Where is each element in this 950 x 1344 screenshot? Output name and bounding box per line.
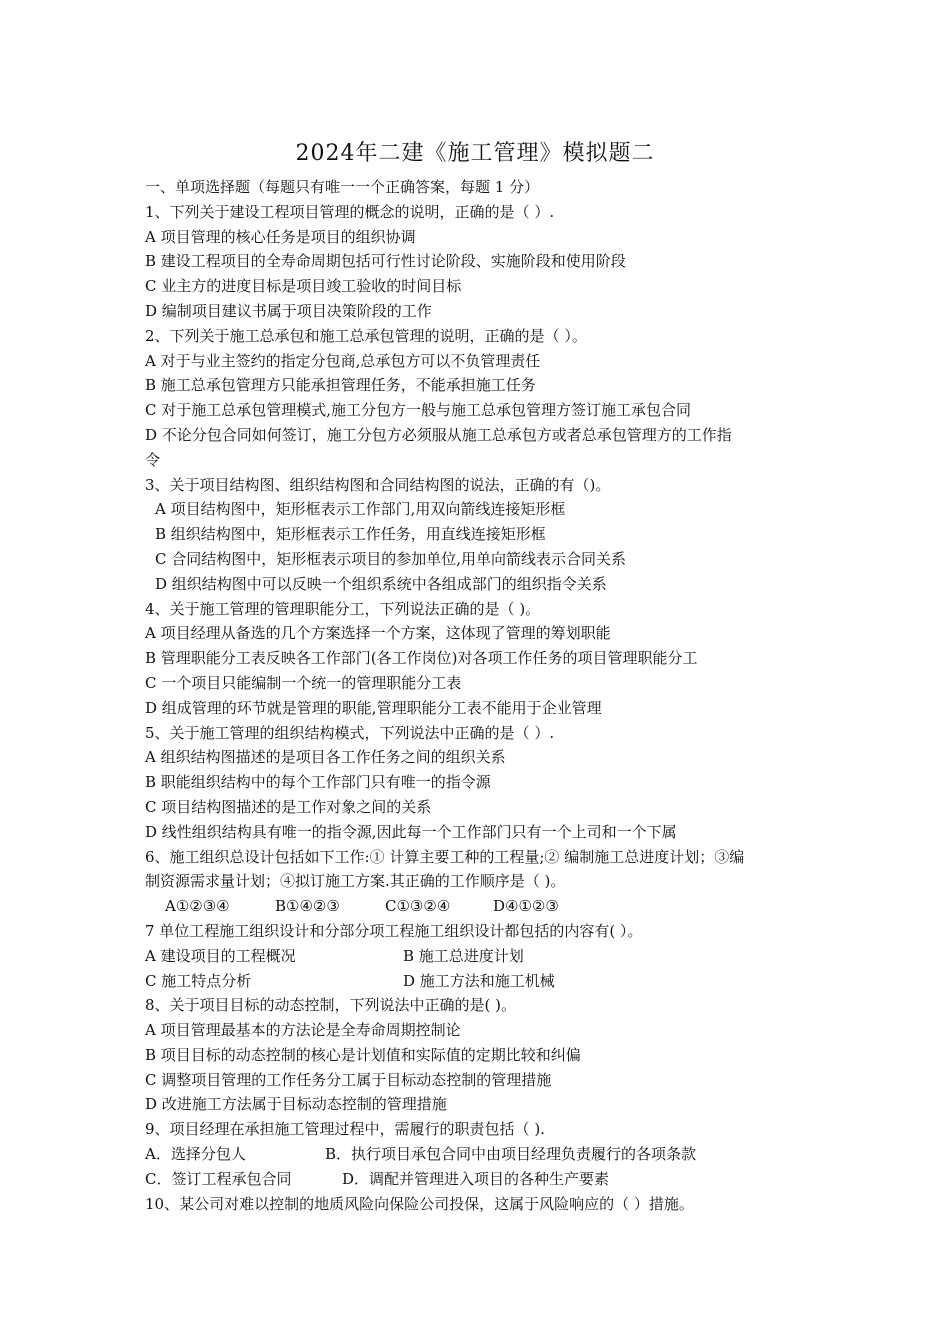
question-4-option-c: C 一个项目只能编制一个统一的管理职能分工表 bbox=[145, 673, 462, 692]
question-2-option-b: B 施工总承包管理方只能承担管理任务，不能承担施工任务 bbox=[145, 376, 536, 395]
question-8-option-d: D 改进施工方法属于目标动态控制的管理措施 bbox=[145, 1095, 447, 1114]
question-6-stem: 6、施工组织总设计包括如下工作:① 计算主要工种的工程量;② 编制施工总进度计划；③编 bbox=[145, 847, 745, 866]
question-5-option-c: C 项目结构图描述的是工作对象之间的关系 bbox=[145, 797, 432, 816]
question-8-option-c: C 调整项目管理的工作任务分工属于目标动态控制的管理措施 bbox=[145, 1070, 552, 1089]
question-8-option-a: A 项目管理最基本的方法论是全寿命周期控制论 bbox=[145, 1021, 461, 1040]
question-3-option-c: C 合同结构图中，矩形框表示项目的参加单位,用单向箭线表示合同关系 bbox=[155, 549, 627, 568]
question-7-options-row-2 bbox=[145, 969, 825, 994]
question-list bbox=[145, 175, 825, 1216]
question-5-option-d: D 线性组织结构具有唯一的指令源,因此每一个工作部门只有一个上司和一个下属 bbox=[145, 822, 677, 841]
question-4-option-d: D 组成管理的环节就是管理的职能,管理职能分工表不能用于企业管理 bbox=[145, 698, 602, 717]
question-6-option-a: A①②③④ bbox=[165, 897, 230, 916]
page-title: 2024年二建《施工管理》模拟题二 bbox=[295, 141, 655, 166]
question-9-options-row-2 bbox=[145, 1167, 825, 1192]
question-1-option-d: D 编制项目建议书属于项目决策阶段的工作 bbox=[145, 301, 432, 320]
question-6-options bbox=[145, 894, 825, 919]
question-3-option-b: B 组织结构图中，矩形框表示工作任务，用直线连接矩形框 bbox=[155, 525, 546, 544]
question-4-option-b: B 管理职能分工表反映各工作部门(各工作岗位)对各项工作任务的项目管理职能分工 bbox=[145, 649, 698, 668]
question-1-option-a: A 项目管理的核心任务是项目的组织协调 bbox=[145, 227, 416, 246]
question-5-stem: 5、关于施工管理的组织结构模式，下列说法中正确的是（ ）. bbox=[145, 723, 555, 742]
question-4-stem: 4、关于施工管理的管理职能分工，下列说法正确的是（ )。 bbox=[145, 599, 541, 618]
question-5-option-b: B 职能组织结构中的每个工作部门只有唯一的指令源 bbox=[145, 773, 491, 792]
question-1-option-c: C 业主方的进度目标是项目竣工验收的时间目标 bbox=[145, 277, 462, 296]
question-5-option-a: A 组织结构图描述的是项目各工作任务之间的组织关系 bbox=[145, 748, 506, 767]
question-6-stem-continued: 制资源需求量计划；④拟订施工方案.其正确的工作顺序是（ )。 bbox=[145, 872, 566, 891]
question-2-option-c: C 对于施工总承包管理模式,施工分包方一般与施工总承包管理方签订施工承包合同 bbox=[145, 401, 692, 420]
question-7-stem: 7 单位工程施工组织设计和分部分项工程施工组织设计都包括的内容有( ）。 bbox=[145, 921, 643, 940]
question-8-option-b: B 项目目标的动态控制的核心是计划值和实际值的定期比较和纠偏 bbox=[145, 1045, 581, 1064]
section-heading: 一、单项选择题（每题只有唯一一个正确答案，每题 1 分） bbox=[145, 178, 540, 196]
question-2-option-a: A 对于与业主签约的指定分包商,总承包方可以不负管理责任 bbox=[145, 351, 541, 370]
question-7-option-d: D 施工方法和施工机械 bbox=[403, 971, 555, 990]
question-1-stem: 1、下列关于建设工程项目管理的概念的说明，正确的是（ ）. bbox=[145, 202, 555, 221]
question-3-option-d: D 组织结构图中可以反映一个组织系统中各组成部门的组织指令关系 bbox=[155, 574, 607, 593]
question-6-option-b: B①④②③ bbox=[275, 897, 340, 916]
question-8-stem: 8、关于项目目标的动态控制，下列说法中正确的是( )。 bbox=[145, 996, 517, 1015]
question-7-options-row-1 bbox=[145, 944, 825, 969]
question-10-stem: 10、某公司对难以控制的地质风险向保险公司投保，这属于风险响应的（ ）措施。 bbox=[145, 1194, 694, 1213]
question-2-option-d: D 不论分包合同如何签订，施工分包方必须服从施工总承包方或者总承包管理方的工作指 bbox=[145, 425, 732, 444]
question-3-stem: 3、关于项目结构图、组织结构图和合同结构图的说法，正确的有（)。 bbox=[145, 475, 611, 494]
question-7-option-b: B 施工总进度计划 bbox=[403, 946, 524, 965]
question-2-option-d-continued: 令 bbox=[145, 450, 161, 469]
question-6-option-d: D④①②③ bbox=[493, 897, 559, 916]
question-1-option-b: B 建设工程项目的全寿命周期包括可行性讨论阶段、实施阶段和使用阶段 bbox=[145, 252, 626, 271]
question-9-option-d: D．调配并管理进入项目的各种生产要素 bbox=[342, 1169, 610, 1188]
question-3-option-a: A 项目结构图中，矩形框表示工作部门,用双向箭线连接矩形框 bbox=[155, 500, 566, 519]
question-7-option-c: C 施工特点分析 bbox=[145, 971, 252, 990]
question-2-stem: 2、下列关于施工总承包和施工总承包管理的说明，正确的是（ ）。 bbox=[145, 326, 587, 345]
question-9-stem: 9、项目经理在承担施工管理过程中，需履行的职责包括（ ). bbox=[145, 1120, 545, 1139]
question-4-option-a: A 项目经理从备选的几个方案选择一个方案，这体现了管理的筹划职能 bbox=[145, 624, 611, 643]
question-7-option-a: A 建设项目的工程概况 bbox=[145, 946, 296, 965]
question-9-option-a: A．选择分包人 bbox=[145, 1145, 246, 1164]
question-9-option-b: B．执行项目承包合同中由项目经理负责履行的各项条款 bbox=[325, 1145, 697, 1164]
question-6-option-c: C①③②④ bbox=[385, 897, 451, 916]
question-9-option-c: C．签订工程承包合同 bbox=[145, 1169, 292, 1188]
question-9-options-row-1 bbox=[145, 1142, 825, 1167]
